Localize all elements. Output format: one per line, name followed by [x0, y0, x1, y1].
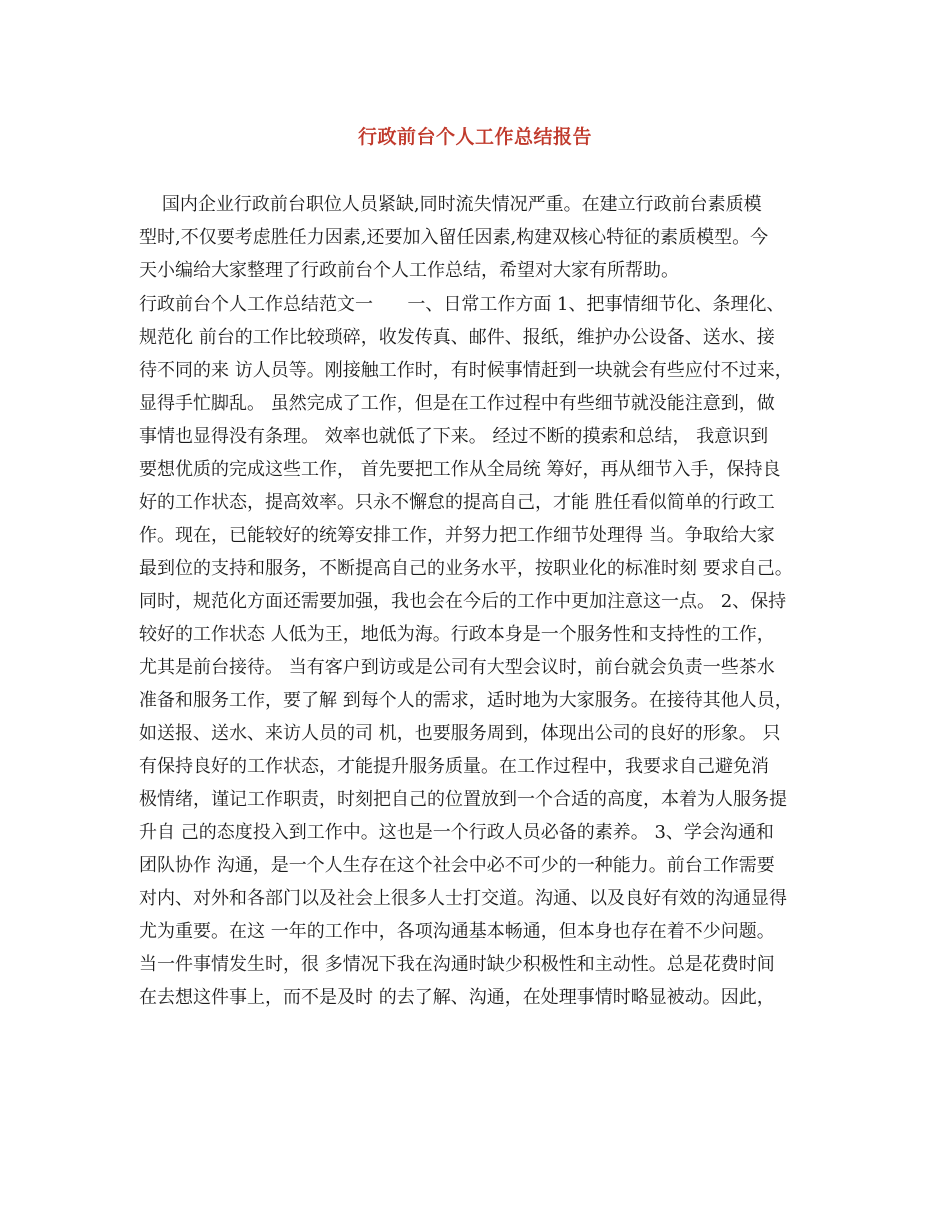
body-line: 极情绪，谨记工作职责，时刻把自己的位置放到一个合适的高度，本着为人服务提: [139, 789, 787, 810]
body-line: 最到位的支持和服务，不断提高自己的业务水平，按职业化的标准时刻 要求自己。: [139, 558, 793, 579]
body-line: 如送报、送水、来访人员的司 机，也要服务周到，体现出公司的良好的形象。 只: [139, 723, 781, 744]
document-title: 行政前台个人工作总结报告: [357, 126, 592, 148]
body-line: 尤为重要。在这 一年的工作中，各项沟通基本畅通，但本身也存在着不少问题。: [139, 921, 775, 942]
body-line: 要想优质的完成这些工作， 首先要把工作从全局统 筹好，再从细节入手，保持良: [139, 459, 781, 480]
body-line: 好的工作状态，提高效率。只永不懈怠的提高自己，才能 胜任看似简单的行政工: [139, 492, 775, 513]
body-line: 当一件事情发生时，很 多情况下我在沟通时缺少积极性和主动性。总是花费时间: [139, 954, 775, 975]
body-line: 对内、对外和各部门以及社会上很多人士打交道。沟通、以及良好有效的沟通显得: [139, 888, 787, 909]
body-line: 作。现在，已能较好的统筹安排工作，并努力把工作细节处理得 当。争取给大家: [139, 525, 775, 546]
body-line: 显得手忙脚乱。 虽然完成了工作，但是在工作过程中有些细节就没能注意到，做: [139, 393, 775, 414]
intro-line: 型时,不仅要考虑胜任力因素,还要加入留任因素,构建双核心特征的素质模型。今: [139, 227, 769, 248]
body-line: 在去想这件事上，而不是及时 的去了解、沟通，在处理事情时略显被动。因此，: [139, 987, 775, 1008]
body-line: 规范化 前台的工作比较琐碎，收发传真、邮件、报纸，维护办公设备、送水、接: [139, 327, 775, 348]
body-line: 有保持良好的工作状态，才能提升服务质量。在工作过程中，我要求自己避免消: [139, 756, 769, 777]
body-line: 较好的工作状态 人低为王，地低为海。行政本身是一个服务性和支持性的工作，: [139, 624, 775, 645]
intro-line: 国内企业行政前台职位人员紧缺,同时流失情况严重。在建立行政前台素质模: [139, 194, 762, 215]
body-line: 待不同的来 访人员等。刚接触工作时，有时候事情赶到一块就会有些应付不过来，: [139, 360, 793, 381]
body-line: 团队协作 沟通，是一个人生存在这个社会中必不可少的一种能力。前台工作需要: [139, 855, 775, 876]
body-line: 行政前台个人工作总结范文一 一、日常工作方面 1、把事情细节化、条理化、: [139, 294, 785, 315]
body-line: 尤其是前台接待。 当有客户到访或是公司有大型会议时，前台就会负责一些茶水: [139, 657, 775, 678]
body-line: 升自 己的态度投入到工作中。这也是一个行政人员必备的素养。 3、学会沟通和: [139, 822, 774, 843]
body-line: 准备和服务工作，要了解 到每个人的需求，适时地为大家服务。在接待其他人员，: [139, 690, 793, 711]
intro-line: 天小编给大家整理了行政前台个人工作总结，希望对大家有所帮助。: [139, 260, 679, 281]
body-line: 事情也显得没有条理。 效率也就低了下来。 经过不断的摸索和总结， 我意识到: [139, 426, 769, 447]
body-line: 同时，规范化方面还需要加强，我也会在今后的工作中更加注意这一点。 2、保持: [139, 591, 787, 612]
